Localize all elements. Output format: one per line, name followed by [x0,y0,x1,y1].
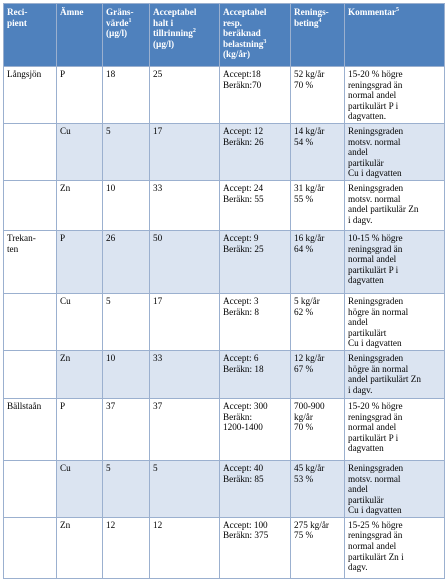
gransvarde-cell: 26 [103,230,150,293]
recipient-cell: Långsjön [4,67,57,124]
belastning-cell: Accept: 300 Beräkn: 1200-1400 [220,398,291,460]
gransvarde-cell: 18 [103,67,150,124]
gransvarde-cell: 5 [103,460,150,517]
amne-cell: Zn [57,180,103,230]
reningsbeting-cell: 52 kg/år 70 % [291,67,345,124]
belastning-cell: Accept: 40 Beräkn: 85 [220,460,291,517]
belastning-cell: Accept: 6 Beräkn: 18 [220,350,291,398]
table-row [4,350,445,398]
kommentar-cell: Reningsgraden motsv. normal andel partikulär Cu i dagvatten [345,123,445,180]
acceptabel-halt-cell: 37 [150,398,220,460]
kommentar-cell: Reningsgraden högre än normal andel partikulärt Cu i dagvatten [345,293,445,350]
table-row [4,123,445,180]
kommentar-cell: Reningsgraden motsv. normal andel partikulär Zn i dagv. [345,180,445,230]
reningsbeting-cell: 16 kg/år 64 % [291,230,345,293]
recipient-cell: Trekan- ten [4,230,57,293]
belastning-cell: Accept: 9 Beräkn: 25 [220,230,291,293]
table-row [4,67,445,124]
amne-cell: Zn [57,350,103,398]
reningsbeting-cell: 5 kg/år 62 % [291,293,345,350]
recipient-cell-empty [4,460,57,517]
table-row [4,398,445,460]
gransvarde-cell: 10 [103,180,150,230]
belastning-cell: Accept:18 Beräkn:70 [220,67,291,124]
table-header-row [4,4,445,67]
amne-cell: Cu [57,293,103,350]
table-row [4,460,445,517]
acceptabel-halt-cell: 17 [150,123,220,180]
gransvarde-cell: 5 [103,123,150,180]
amne-cell: Cu [57,460,103,517]
recipient-cell-empty [4,293,57,350]
kommentar-cell: 15-20 % högre reningsgrad än normal andel partikulärt P i dagvatten [345,398,445,460]
table-row [4,180,445,230]
kommentar-cell: 15-20 % högre reningsgrad än normal andel partikulärt P i dagvatten. [345,67,445,124]
header-acceptabel-halt: Acceptabel halt i tillrinning$^2$ (µg/l) [150,4,220,67]
gransvarde-cell: 5 [103,293,150,350]
reningsbeting-cell: 12 kg/år 67 % [291,350,345,398]
gransvarde-cell: 10 [103,350,150,398]
acceptabel-halt-cell: 5 [150,460,220,517]
acceptabel-halt-cell: 12 [150,517,220,578]
recipient-cell-empty [4,180,57,230]
acceptabel-halt-cell: 33 [150,180,220,230]
header-recipient: Reci- pient [4,4,57,67]
recipient-cell-empty [4,517,57,578]
table-row [4,293,445,350]
kommentar-cell: Reningsgraden högre än normal andel partikulärt Zn i dagv. [345,350,445,398]
acceptabel-halt-cell: 17 [150,293,220,350]
gransvarde-cell: 37 [103,398,150,460]
kommentar-cell: Reningsgraden motsv. normal andel partikulär Cu i dagvatten [345,460,445,517]
amne-cell: Zn [57,517,103,578]
reningsbeting-cell: 14 kg/år 54 % [291,123,345,180]
recipient-cell-empty [4,350,57,398]
belastning-cell: Accept: 12 Beräkn: 26 [220,123,291,180]
table-row [4,230,445,293]
results-table-container [3,3,445,579]
reningsbeting-cell: 31 kg/år 55 % [291,180,345,230]
recipient-table [3,3,445,579]
belastning-cell: Accept: 24 Beräkn: 55 [220,180,291,230]
reningsbeting-cell: 275 kg/år 75 % [291,517,345,578]
header-kommentar: Kommentar$^5$ [345,4,445,67]
amne-cell: P [57,230,103,293]
acceptabel-halt-cell: 33 [150,350,220,398]
table-row [4,517,445,578]
reningsbeting-cell: 700-900 kg/år 70 % [291,398,345,460]
belastning-cell: Accept: 100 Beräkn: 375 [220,517,291,578]
header-gransvarde: Gräns- värde$^1$ (µg/l) [103,4,150,67]
kommentar-cell: 15-25 % högre reningsgrad än normal andel partikulärt Zn i dagv. [345,517,445,578]
acceptabel-halt-cell: 50 [150,230,220,293]
header-reningsbeting: Renings- beting$^4$ [291,4,345,67]
recipient-cell-empty [4,123,57,180]
acceptabel-halt-cell: 25 [150,67,220,124]
gransvarde-cell: 12 [103,517,150,578]
kommentar-cell: 10-15 % högre reningsgrad än normal andel partikulärt P i dagvatten [345,230,445,293]
belastning-cell: Accept: 3 Beräkn: 8 [220,293,291,350]
reningsbeting-cell: 45 kg/år 53 % [291,460,345,517]
header-amne: Ämne [57,4,103,67]
amne-cell: P [57,398,103,460]
recipient-cell: Bällstaån [4,398,57,460]
amne-cell: P [57,67,103,124]
amne-cell: Cu [57,123,103,180]
header-belastning: Acceptabel resp. beräknad belastning$^3$ (kg/år) [220,4,291,67]
